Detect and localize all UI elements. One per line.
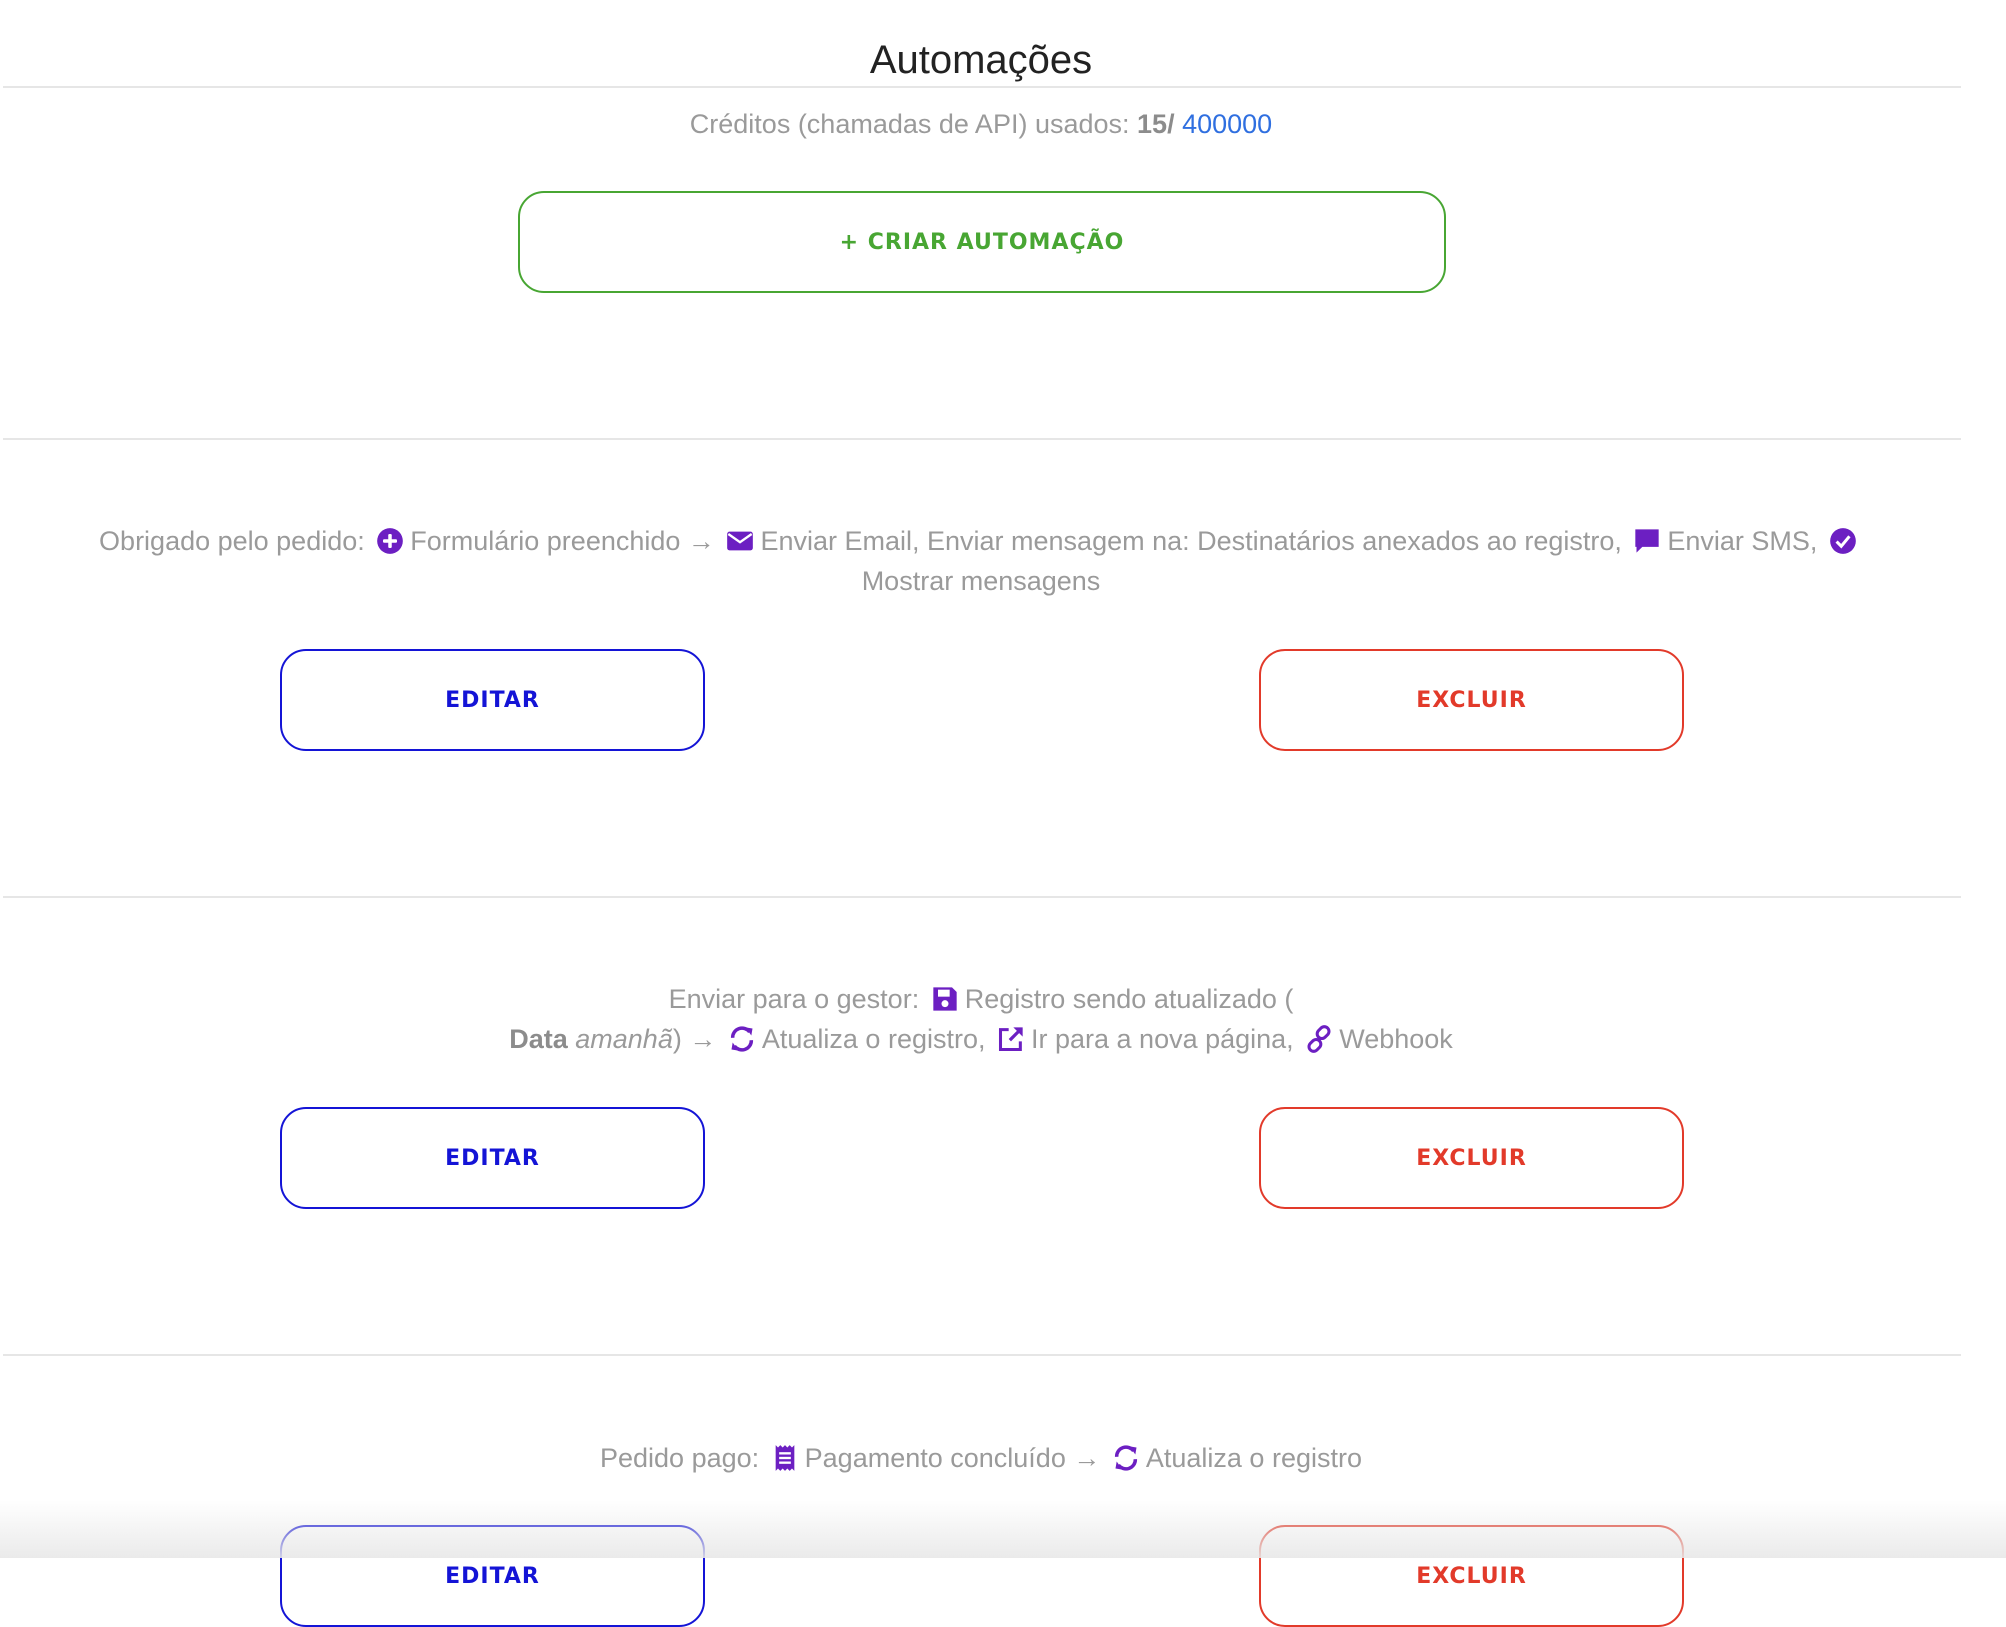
- link-icon: [1305, 1025, 1333, 1053]
- credits-total: 400000: [1182, 109, 1273, 139]
- page-title: Automações: [869, 38, 1093, 82]
- automation-name: Obrigado pelo pedido:: [99, 526, 365, 556]
- arrow-icon: →: [1073, 1443, 1101, 1473]
- section-divider: [3, 1354, 1961, 1356]
- action-text: Atualiza o registro: [1145, 1443, 1362, 1473]
- automation-name: Enviar para o gestor:: [668, 984, 920, 1014]
- external-link-icon: [997, 1025, 1025, 1053]
- action-text: Mostrar mensagens: [861, 566, 1101, 596]
- condition-close: ): [672, 1024, 682, 1054]
- plus-circle-icon: [376, 527, 404, 555]
- condition-field: Data: [509, 1024, 568, 1054]
- bottom-scroll-shadow: [0, 1500, 2006, 1558]
- delete-button[interactable]: EXCLUIR: [1259, 1525, 1684, 1627]
- automation-name: Pedido pago:: [600, 1443, 760, 1473]
- save-icon: [931, 985, 959, 1013]
- automation-trigger: Formulário preenchido: [410, 526, 681, 556]
- delete-button[interactable]: EXCLUIR: [1259, 649, 1684, 751]
- sync-icon: [1112, 1444, 1140, 1472]
- automation-description: [40, 1438, 1922, 1478]
- credits-used: 15/: [1137, 109, 1175, 139]
- section-divider: [3, 438, 1961, 440]
- credits-usage: [0, 104, 1962, 144]
- sync-icon: [728, 1025, 756, 1053]
- header-divider: [3, 86, 1961, 88]
- create-automation-button[interactable]: + CRIAR AUTOMAÇÃO: [518, 191, 1446, 293]
- action-text: Enviar mensagem na: Destinatários anexados ao registro,: [927, 526, 1622, 556]
- credits-label: Créditos (chamadas de API) usados:: [689, 109, 1130, 139]
- action-text: Enviar SMS,: [1667, 526, 1818, 556]
- action-text: Webhook: [1339, 1024, 1453, 1054]
- automation-trigger: Registro sendo atualizado (: [964, 984, 1294, 1014]
- condition-value: amanhã: [575, 1024, 673, 1054]
- automation-description: [40, 521, 1922, 601]
- edit-button[interactable]: EDITAR: [280, 1525, 705, 1627]
- check-circle-icon: [1829, 527, 1857, 555]
- arrow-icon: →: [687, 526, 715, 556]
- action-text: Ir para a nova página,: [1031, 1024, 1294, 1054]
- comment-icon: [1633, 527, 1661, 555]
- arrow-icon: →: [689, 1024, 717, 1054]
- envelope-icon: [726, 527, 754, 555]
- delete-button[interactable]: EXCLUIR: [1259, 1107, 1684, 1209]
- edit-button[interactable]: EDITAR: [280, 1107, 705, 1209]
- edit-button[interactable]: EDITAR: [280, 649, 705, 751]
- automation-trigger: Pagamento concluído: [804, 1443, 1066, 1473]
- section-divider: [3, 896, 1961, 898]
- automation-description: [40, 979, 1922, 1059]
- receipt-icon: [771, 1444, 799, 1472]
- action-text: Atualiza o registro,: [761, 1024, 986, 1054]
- action-text: Enviar Email,: [760, 526, 920, 556]
